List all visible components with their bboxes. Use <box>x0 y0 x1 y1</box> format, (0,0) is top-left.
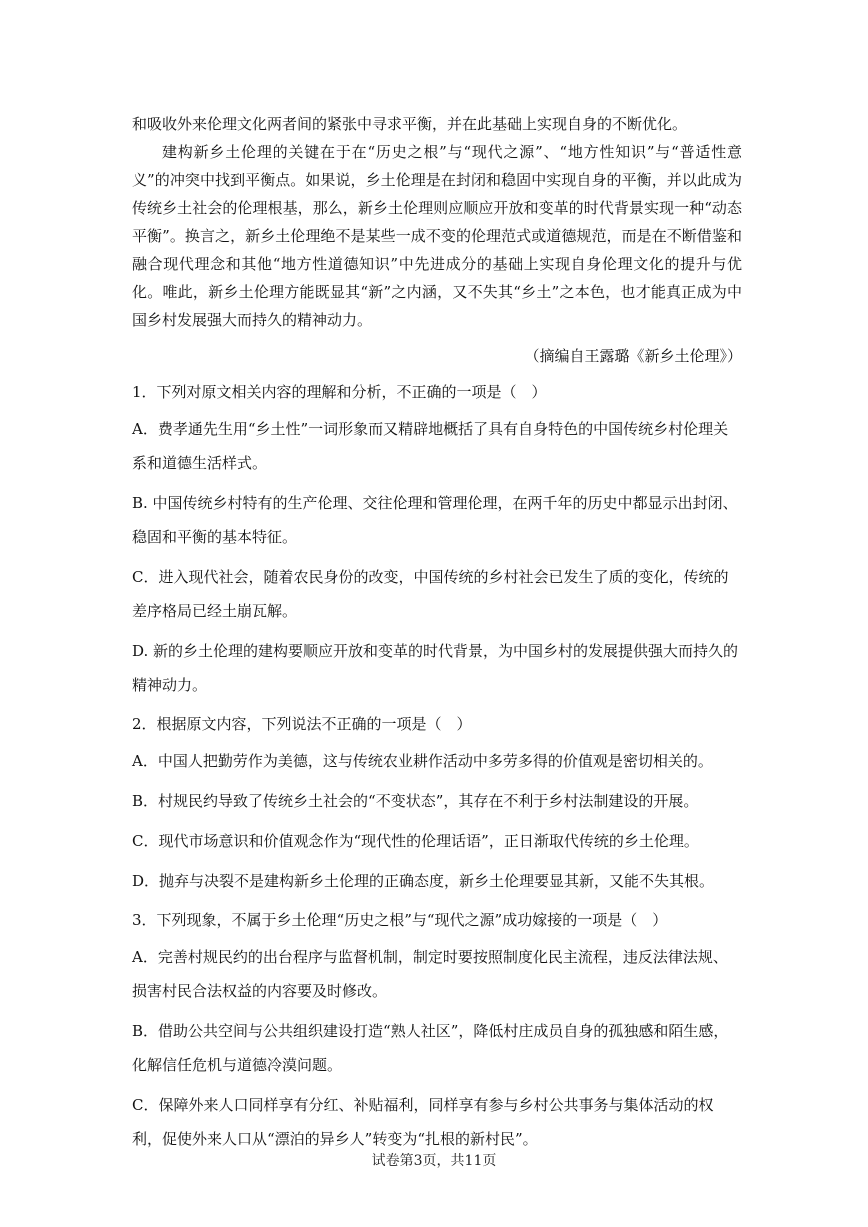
question-3 <box>132 906 742 1156</box>
passage-paragraph-main: 建构新乡土伦理的关键在于在“历史之根”与“现代之源”、“地方性知识”与“普适性意义”的冲突中找到平衡点。如果说，乡土伦理是在封闭和稳固中实现自身的平衡，并以此成为传统乡土社会的伦理根基，那么，新乡土伦理则应顺应开放和变革的时代背景实现一种“动态平衡”。换言之，新乡土伦理绝不是某些一成不变的伦理范式或道德规范，而是在不断借鉴和融合现代理念和其他“地方性道德知识”中先进成分的基础上实现自身伦理文化的提升与优化。唯此，新乡土伦理方能既显其“新”之内涵，又不失其“乡土”之本色，也才能真正成为中国乡村发展强大而持久的精神动力。 <box>132 143 742 329</box>
question-stem: 3．下列现象，不属于乡土伦理“历史之根”与“现代之源”成功嫁接的一项是（ ） <box>132 911 668 929</box>
option-b: B．村规民约导致了传统乡土社会的“不变状态”，其存在不利于乡村法制建设的开展。 <box>132 792 699 810</box>
question-stem: 1．下列对原文相关内容的理解和分析，不正确的一项是（ ） <box>132 383 547 401</box>
page-footer: 试卷第3页，共11页 <box>371 1153 497 1169</box>
passage-paragraph-continued: 和吸收外来伦理文化两者间的紧张中寻求平衡，并在此基础上实现自身的不断优化。 <box>132 115 688 133</box>
passage-source: （摘编自王露璐《新乡土伦理》） <box>524 347 742 365</box>
question-2 <box>132 710 742 898</box>
option-a: A．中国人把勤劳作为美德，这与传统农业耕作活动中多劳多得的价值观是密切相关的。 <box>132 752 713 770</box>
option-b: B. 中国传统乡村特有的生产伦理、交往伦理和管理伦理，在两千年的历史中都显示出封闭、稳固和平衡的基本特征。 <box>132 494 738 546</box>
option-d: D. 新的乡土伦理的建构要顺应开放和变革的时代背景，为中国乡村的发展提供强大而持久的精神动力。 <box>132 642 739 694</box>
option-b: B．借助公共空间与公共组织建设打造“熟人社区”，降低村庄成员自身的孤独感和陌生感，化解信任危机与道德冷漠问题。 <box>132 1022 729 1074</box>
option-a: A．完善村规民约的出台程序与监督机制，制定时要按照制度化民主流程，违反法律法规、损害村民合法权益的内容要及时修改。 <box>132 948 728 1000</box>
question-stem: 2．根据原文内容，下列说法不正确的一项是（ ） <box>132 715 472 733</box>
option-c: C．现代市场意识和价值观念作为“现代性的伦理话语”，正日渐取代传统的乡土伦理。 <box>132 832 699 850</box>
page-content <box>132 110 742 1162</box>
option-a: A．费孝通先生用“乡土性”一词形象而又精辟地概括了具有自身特色的中国传统乡村伦理关系和道德生活样式。 <box>132 420 729 472</box>
question-1 <box>132 378 742 702</box>
option-c: C．进入现代社会，随着农民身份的改变，中国传统的乡村社会已发生了质的变化，传统的差序格局已经土崩瓦解。 <box>132 568 729 620</box>
option-d: D．抛弃与决裂不是建构新乡土伦理的正确态度，新乡土伦理要显其新，又能不失其根。 <box>132 872 715 890</box>
option-c: C．保障外来人口同样享有分红、补贴福利，同样享有参与乡村公共事务与集体活动的权利，促使外来人口从“漂泊的异乡人”转变为“扎根的新村民”。 <box>132 1096 714 1148</box>
